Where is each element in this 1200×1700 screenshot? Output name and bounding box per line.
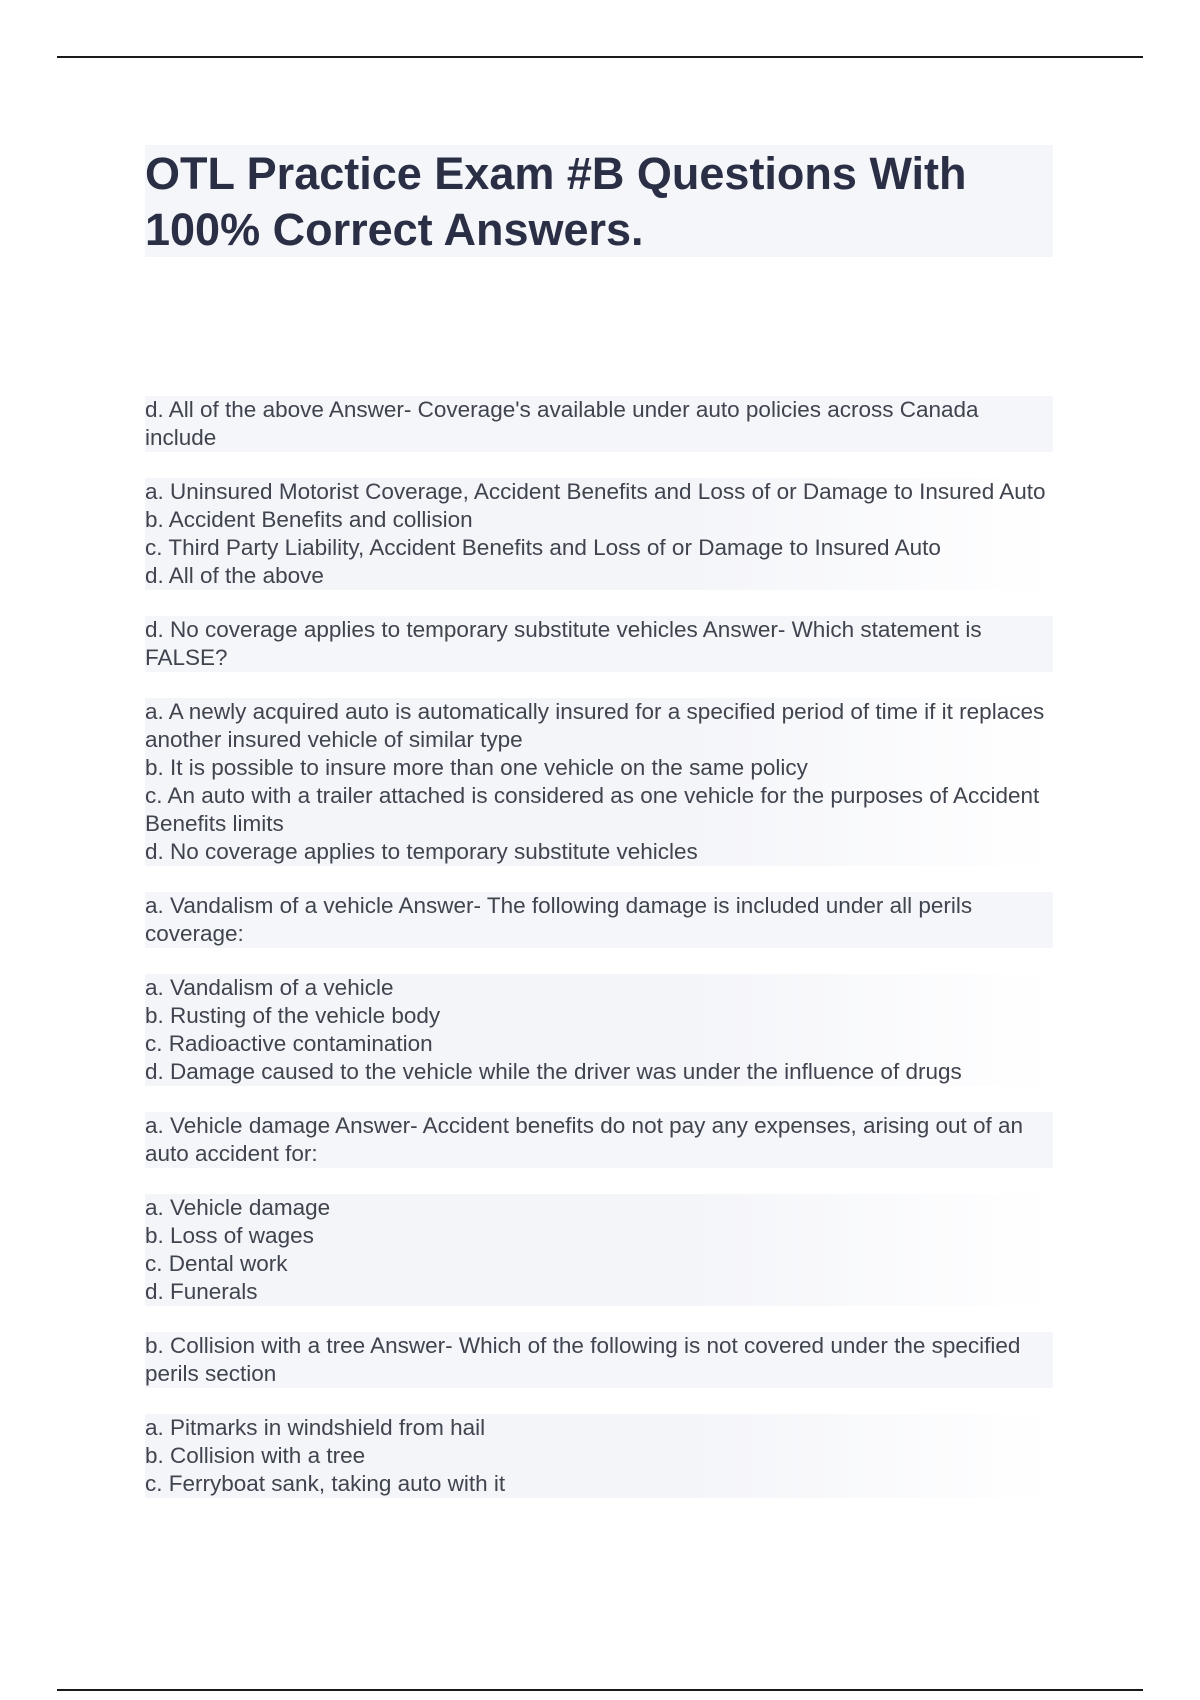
answer-text: a. Vandalism of a vehicle Answer- The following damage is included under all perils coverage: [145, 892, 1053, 948]
option-item: a. Vandalism of a vehicle [145, 974, 1053, 1002]
document-title: OTL Practice Exam #B Questions With 100% Correct Answers. [145, 148, 967, 255]
option-list [145, 1194, 1065, 1306]
answer-line [145, 1332, 1065, 1388]
option-item: a. Pitmarks in windshield from hail [145, 1414, 1053, 1442]
question-block [145, 616, 1065, 866]
option-item: b. It is possible to insure more than one vehicle on the same policy [145, 754, 1053, 782]
answer-line [145, 1112, 1065, 1168]
option-item: c. Radioactive contamination [145, 1030, 1053, 1058]
option-item: c. Third Party Liability, Accident Benefits and Loss of or Damage to Insured Auto [145, 534, 1053, 562]
option-item: b. Loss of wages [145, 1222, 1053, 1250]
answer-text: b. Collision with a tree Answer- Which of the following is not covered under the specified perils section [145, 1332, 1053, 1388]
option-list [145, 478, 1065, 590]
question-list [145, 396, 1065, 1524]
question-block [145, 1112, 1065, 1306]
option-item: c. An auto with a trailer attached is considered as one vehicle for the purposes of Accident Benefits limits [145, 782, 1053, 838]
option-item: d. Funerals [145, 1278, 1053, 1306]
option-list [145, 974, 1065, 1086]
question-block [145, 892, 1065, 1086]
top-rule [57, 56, 1143, 58]
option-list [145, 698, 1065, 866]
answer-text: a. Vehicle damage Answer- Accident benefits do not pay any expenses, arising out of an auto accident for: [145, 1112, 1053, 1168]
option-item: b. Collision with a tree [145, 1442, 1053, 1470]
title-block [145, 145, 1053, 257]
answer-line [145, 892, 1065, 948]
answer-text: d. All of the above Answer- Coverage's available under auto policies across Canada include [145, 396, 1053, 452]
option-item: b. Accident Benefits and collision [145, 506, 1053, 534]
option-list [145, 1414, 1065, 1498]
answer-text: d. No coverage applies to temporary substitute vehicles Answer- Which statement is FALSE? [145, 616, 1053, 672]
option-item: c. Ferryboat sank, taking auto with it [145, 1470, 1053, 1498]
option-item: d. Damage caused to the vehicle while the driver was under the influence of drugs [145, 1058, 1053, 1086]
question-block [145, 396, 1065, 590]
option-item: a. A newly acquired auto is automatically insured for a specified period of time if it replaces another insured vehicle of similar type [145, 698, 1053, 754]
option-item: a. Uninsured Motorist Coverage, Accident Benefits and Loss of or Damage to Insured Auto [145, 478, 1053, 506]
answer-line [145, 616, 1065, 672]
answer-line [145, 396, 1065, 452]
bottom-rule [57, 1689, 1143, 1691]
question-block [145, 1332, 1065, 1498]
option-item: d. No coverage applies to temporary substitute vehicles [145, 838, 1053, 866]
option-item: a. Vehicle damage [145, 1194, 1053, 1222]
option-item: b. Rusting of the vehicle body [145, 1002, 1053, 1030]
option-item: d. All of the above [145, 562, 1053, 590]
option-item: c. Dental work [145, 1250, 1053, 1278]
